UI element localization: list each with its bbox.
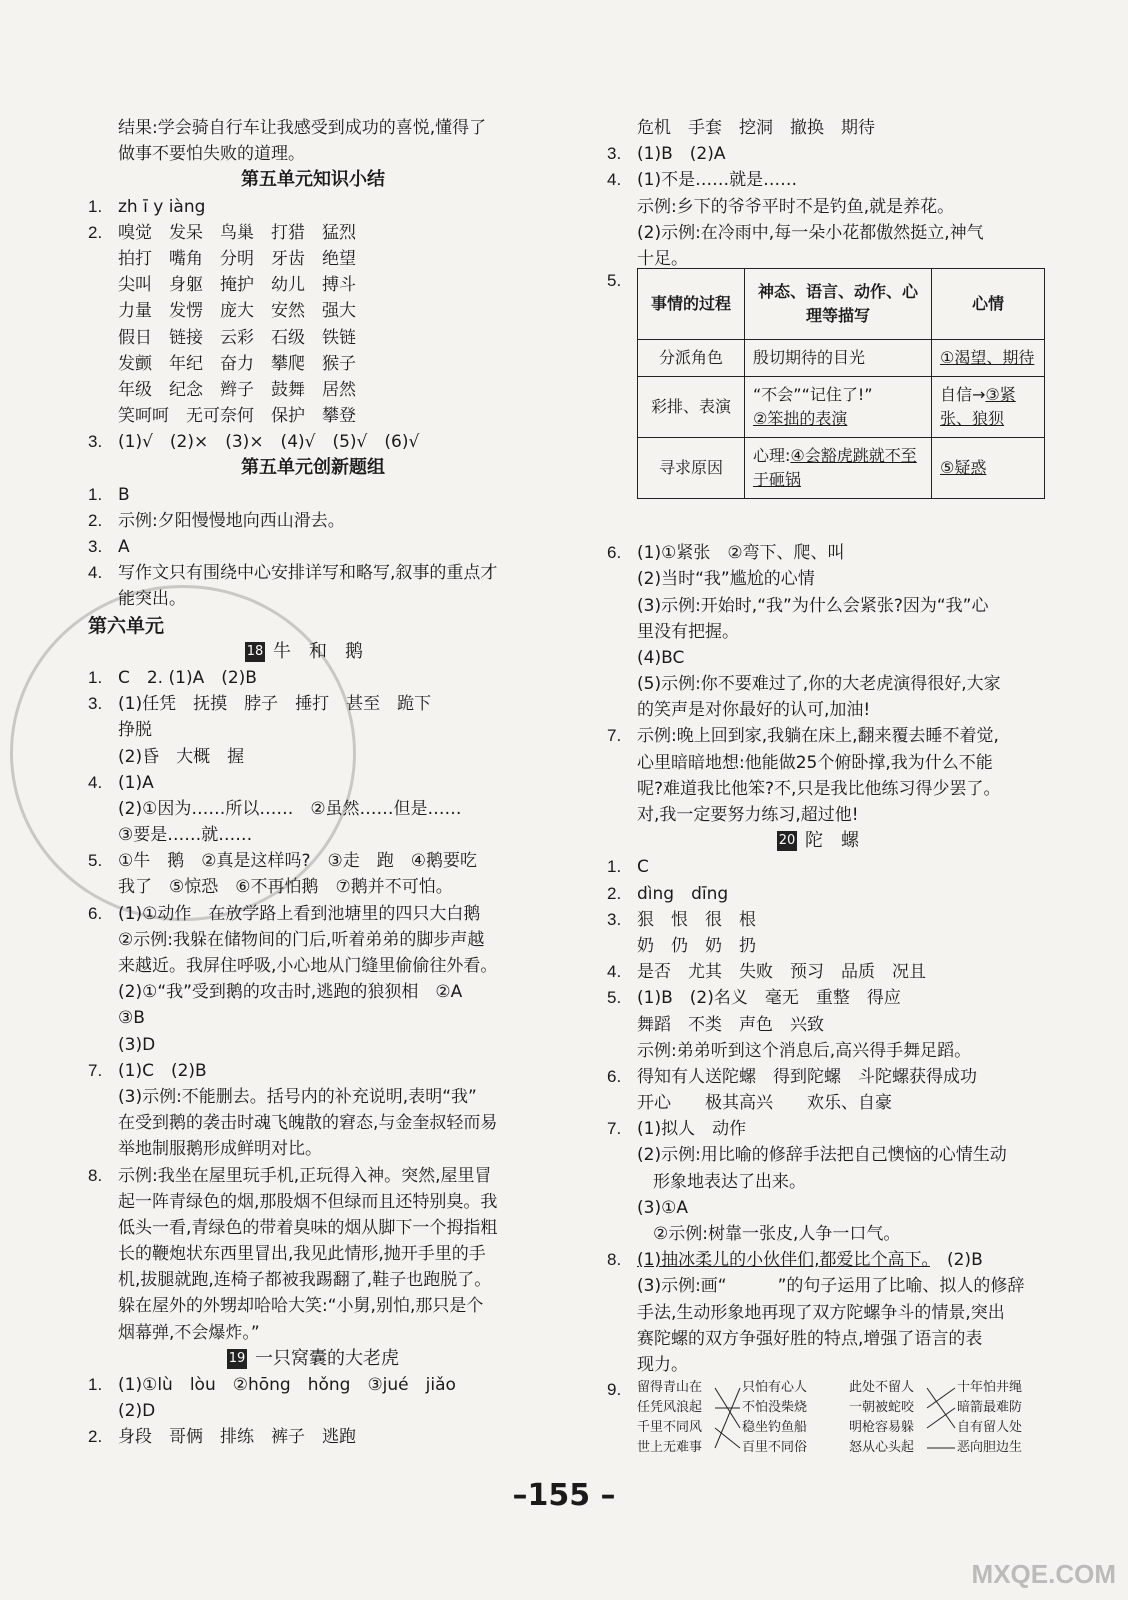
answer-line: 躲在屋外的外甥却哈哈大笑:“小舅,别怕,那只是个 [118, 1296, 484, 1317]
right-column [607, 115, 1047, 1458]
answer-line: 我了 ⑤惊恐 ⑥不再怕鹅 ⑦鹅并不可怕。 [118, 877, 453, 898]
lesson-title: 19 一只窝囊的大老虎 [228, 1347, 399, 1369]
answer-line: ③B [118, 1008, 145, 1029]
answer-line: 机,拔腿就跑,连椅子都被我踢翻了,鞋子也跑脱了。 [118, 1270, 492, 1291]
answer-line: 挣脱 [118, 720, 152, 741]
question: 4. (1)不是……就是…… [607, 170, 798, 191]
answer-line: (2)当时“我”尴尬的心情 [637, 569, 815, 590]
table-header-cell: 神态、语言、动作、心理等描写 [745, 269, 932, 340]
unit-title: 第六单元 [88, 614, 165, 637]
answer-line: ③要是……就…… [118, 825, 253, 846]
match-item: 十年怕井绳 [957, 1380, 1023, 1396]
answer-line: 年级 纪念 辫子 鼓舞 居然 [118, 379, 356, 400]
lesson-title: 18 牛和鹅 [246, 640, 381, 662]
question: 1. zh ī y iàng [88, 196, 206, 217]
section-title: 第五单元创新题组 [241, 457, 385, 479]
question: 5. 事情的过程 神态、语言、动作、心理等描写 心情 分派角色 殷切期待的目光 ①渴望、期待 彩排、表演 “不会”“记住了!” ②笨拙的表演 自信→③紧张、狼狈 寻求原因 心理:④会豁虎跳就不至于砸锅 ⑤疑惑 [607, 268, 1047, 540]
question: 4. 是否 尤其 失败 预习 品质 况且 [607, 962, 926, 983]
match-item: 此处不留人 [849, 1380, 915, 1396]
answer-line: 的笑声是对你最好的认可,加油! [637, 700, 871, 721]
answer-line: 假日 链接 云彩 石级 铁链 [118, 327, 356, 348]
answer-line: (2)D [118, 1401, 156, 1422]
lesson-number-badge: 19 [227, 1349, 247, 1369]
question: 6. (1)①紧张 ②弯下、爬、叫 [607, 543, 845, 564]
match-item: 自有留人处 [957, 1420, 1023, 1436]
answer-line: (2)示例:在冷雨中,每一朵小花都傲然挺立,神气 [637, 222, 984, 243]
match-item: 留得青山在 [637, 1380, 703, 1396]
question: 1. (1)①lù lòu ②hōng hǒng ③jué jiǎo [88, 1375, 456, 1395]
table-cell: ⑤疑惑 [932, 438, 1045, 499]
table-cell: 自信→③紧张、狼狈 [932, 377, 1045, 438]
question: 3. (1)B (2)A [607, 144, 726, 165]
question: 7. 示例:晚上回到家,我躺在床上,翻来覆去睡不着觉, [607, 726, 999, 747]
page-number: –155 – [512, 1478, 616, 1513]
table-row [638, 340, 1045, 377]
match-item: 暗箭最难防 [957, 1400, 1023, 1416]
answer-line: ②示例:我躲在储物间的门后,听着弟弟的脚步声越 [118, 929, 485, 950]
answer-line: 举地制服鹅形成鲜明对比。 [118, 1139, 322, 1160]
match-item: 一朝被蛇咬 [849, 1400, 915, 1416]
match-item: 百里不同俗 [742, 1440, 808, 1456]
table-header-cell: 心情 [932, 269, 1045, 340]
table-cell: 分派角色 [638, 340, 745, 377]
answer-line: 烟幕弹,不会爆炸。” [118, 1322, 260, 1343]
answer-line: (3)示例:不能删去。括号内的补充说明,表明“我” [118, 1086, 477, 1107]
answer-line: 示例:乡下的爷爷平时不是钓鱼,就是养花。 [637, 196, 955, 217]
match-item: 千里不同风 [637, 1420, 703, 1436]
question: 8. (1)抽冰柔儿的小伙伴们,都爱比个高下。 (2)B [607, 1250, 983, 1271]
question: 1. B [88, 484, 130, 505]
match-item: 任凭风浪起 [637, 1400, 703, 1416]
answer-line: (4)BC [637, 647, 685, 668]
answer-line: (2)①因为……所以…… ②虽然……但是…… [118, 798, 462, 819]
question: 4. (1)A [88, 772, 154, 793]
answer-line: 呢?难道我比他笨?不,只是我比他练习得少罢了。 [637, 778, 1001, 799]
answer-line: 起一阵青绿色的烟,那股烟不但绿而且还特别臭。我 [118, 1191, 498, 1212]
answer-line: 手法,生动形象地再现了双方陀螺争斗的情景,突出 [637, 1302, 1005, 1323]
matching-lines [627, 1378, 1047, 1458]
match-item: 世上无难事 [637, 1440, 703, 1456]
question: 3. A [88, 537, 130, 557]
question: 2. 嗅觉 发呆 鸟巢 打猎 猛烈 [88, 222, 356, 243]
answer-line: (2)示例:用比喻的修辞手法把自己懊恼的心情生动 [637, 1145, 1007, 1166]
answer-line: 里没有把握。 [637, 621, 739, 642]
question: 7. (1)拟人 动作 [607, 1119, 747, 1140]
answer-line: 在受到鹅的袭击时魂飞魄散的窘态,与金奎叔轻而易 [118, 1113, 498, 1134]
left-column [88, 115, 538, 1451]
answer-line: 对,我一定要努力练习,超过他! [637, 805, 859, 825]
question: 4. 写作文只有围绕中心安排详写和略写,叙事的重点才 [88, 563, 498, 584]
question: 5. ①牛 鹅 ②真是这样吗? ③走 跑 ④鹅要吃 [88, 851, 477, 872]
matching-exercise: 9. 留得青山在 任凭风浪起 千里不同风 世上无难事 只怕有心人 不怕没柴烧 稳坐钓鱼船 百里不同俗 此处不留人 一朝被蛇咬 明枪容易躲 怒从心头起 十年怕井绳 暗箭最难防 自有留人处 恶向胆边生 [627, 1378, 1047, 1458]
answer-line: 长的鞭炮状东西里冒出,我见此情形,抛开手里的手 [118, 1244, 486, 1265]
section-title: 第五单元知识小结 [241, 169, 385, 191]
answer-line: (2)昏 大概 握 [118, 746, 245, 767]
table-cell: “不会”“记住了!” ②笨拙的表演 [745, 377, 932, 438]
table-header-cell: 事情的过程 [638, 269, 745, 340]
answer-line: (3)①A [637, 1197, 688, 1218]
match-item: 怒从心头起 [849, 1440, 915, 1456]
answer-line: 十足。 [637, 248, 688, 269]
watermark: MXQE.COM [971, 1559, 1116, 1589]
match-item: 只怕有心人 [742, 1380, 808, 1396]
question: 2. 示例:夕阳慢慢地向西山滑去。 [88, 510, 345, 531]
table-header-row [638, 269, 1045, 340]
question: 6. (1)①动作 在放学路上看到池塘里的四只大白鹅 [88, 903, 481, 924]
answer-line: (3)示例:开始时,“我”为什么会紧张?因为“我”心 [637, 595, 989, 616]
match-item: 明枪容易躲 [849, 1420, 915, 1436]
table-cell: 彩排、表演 [638, 377, 745, 438]
question: 3. 狠 恨 很 根 [607, 909, 756, 930]
match-item: 不怕没柴烧 [742, 1400, 808, 1416]
answer-line: (5)示例:你不要难过了,你的大老虎演得很好,大家 [637, 674, 1001, 695]
table-cell: ①渴望、期待 [932, 340, 1045, 377]
question: 2. 身段 哥俩 排练 裤子 逃跑 [88, 1427, 356, 1448]
answer-line: 低头一看,青绿色的带着臭味的烟从脚下一个拇指粗 [118, 1217, 498, 1238]
table-row [638, 377, 1045, 438]
question: 1. C 2. (1)A (2)B [88, 667, 257, 688]
answer-line: 力量 发愣 庞大 安然 强大 [118, 301, 356, 322]
question: 3. (1)任凭 抚摸 脖子 捶打 甚至 跪下 [88, 694, 432, 715]
answer-line: 示例:弟弟听到这个消息后,高兴得手舞足蹈。 [637, 1040, 972, 1061]
answer-line: 舞蹈 不类 声色 兴致 [637, 1014, 824, 1035]
plot-table [637, 268, 1045, 499]
answer-line: 现力。 [637, 1354, 688, 1375]
question: 7. (1)C (2)B [88, 1060, 207, 1081]
answer-line: ②示例:树靠一张皮,人争一口气。 [653, 1224, 901, 1244]
intro-line: 结果:学会骑自行车让我感受到成功的喜悦,懂得了 [118, 118, 487, 138]
answer-line: 发颤 年纪 奋力 攀爬 猴子 [118, 353, 356, 374]
intro-line: 做事不要怕失败的道理。 [118, 144, 305, 165]
question: 2. dìng dīng [607, 883, 729, 904]
lesson-number-badge: 20 [777, 831, 797, 851]
question: 3. (1)√ (2)× (3)× (4)√ (5)√ (6)√ [88, 432, 420, 453]
answer-line: 形象地表达了出来。 [653, 1171, 806, 1192]
answer-line: (2)①“我”受到鹅的攻击时,逃跑的狼狈相 ②A [118, 982, 463, 1003]
match-item: 稳坐钓鱼船 [742, 1420, 808, 1436]
answer-line: 尖叫 身躯 掩护 幼儿 搏斗 [118, 275, 356, 296]
answer-line: 赛陀螺的双方争强好胜的特点,增强了语言的表 [637, 1328, 983, 1349]
answer-line: (3)示例:画“ ”的句子运用了比喻、拟人的修辞 [637, 1276, 1025, 1297]
table-cell: 寻求原因 [638, 438, 745, 499]
question: 8. 示例:我坐在屋里玩手机,正玩得入神。突然,屋里冒 [88, 1165, 492, 1186]
table-cell: 殷切期待的目光 [745, 340, 932, 377]
answer-line: 来越近。我屏住呼吸,小心地从门缝里偷偷往外看。 [118, 956, 498, 976]
match-item: 恶向胆边生 [957, 1440, 1023, 1456]
table-cell: 心理:④会豁虎跳就不至于砸锅 [745, 438, 932, 499]
lesson-number-badge: 18 [245, 642, 265, 662]
answer-line: 拍打 嘴角 分明 牙齿 绝望 [118, 248, 356, 269]
table-row [638, 438, 1045, 499]
question: 5. (1)B (2)名义 毫无 重整 得应 [607, 988, 901, 1009]
answer-line: 能突出。 [118, 589, 186, 610]
question: 1. C [607, 857, 649, 878]
lesson-title: 20 陀螺 [778, 830, 877, 852]
answer-line: 奶 仍 奶 扔 [637, 935, 756, 956]
answer-line: 心里暗暗地想:他能做25个俯卧撑,我为什么不能 [637, 752, 993, 773]
answer-line: (3)D [118, 1034, 156, 1055]
answer-line: 笑呵呵 无可奈何 保护 攀登 [118, 406, 356, 427]
answer-line: 开心 极其高兴 欢乐、自豪 [637, 1093, 892, 1114]
answer-line: 危机 手套 挖洞 撤换 期待 [637, 118, 875, 138]
question: 6. 得知有人送陀螺 得到陀螺 斗陀螺获得成功 [607, 1066, 977, 1087]
